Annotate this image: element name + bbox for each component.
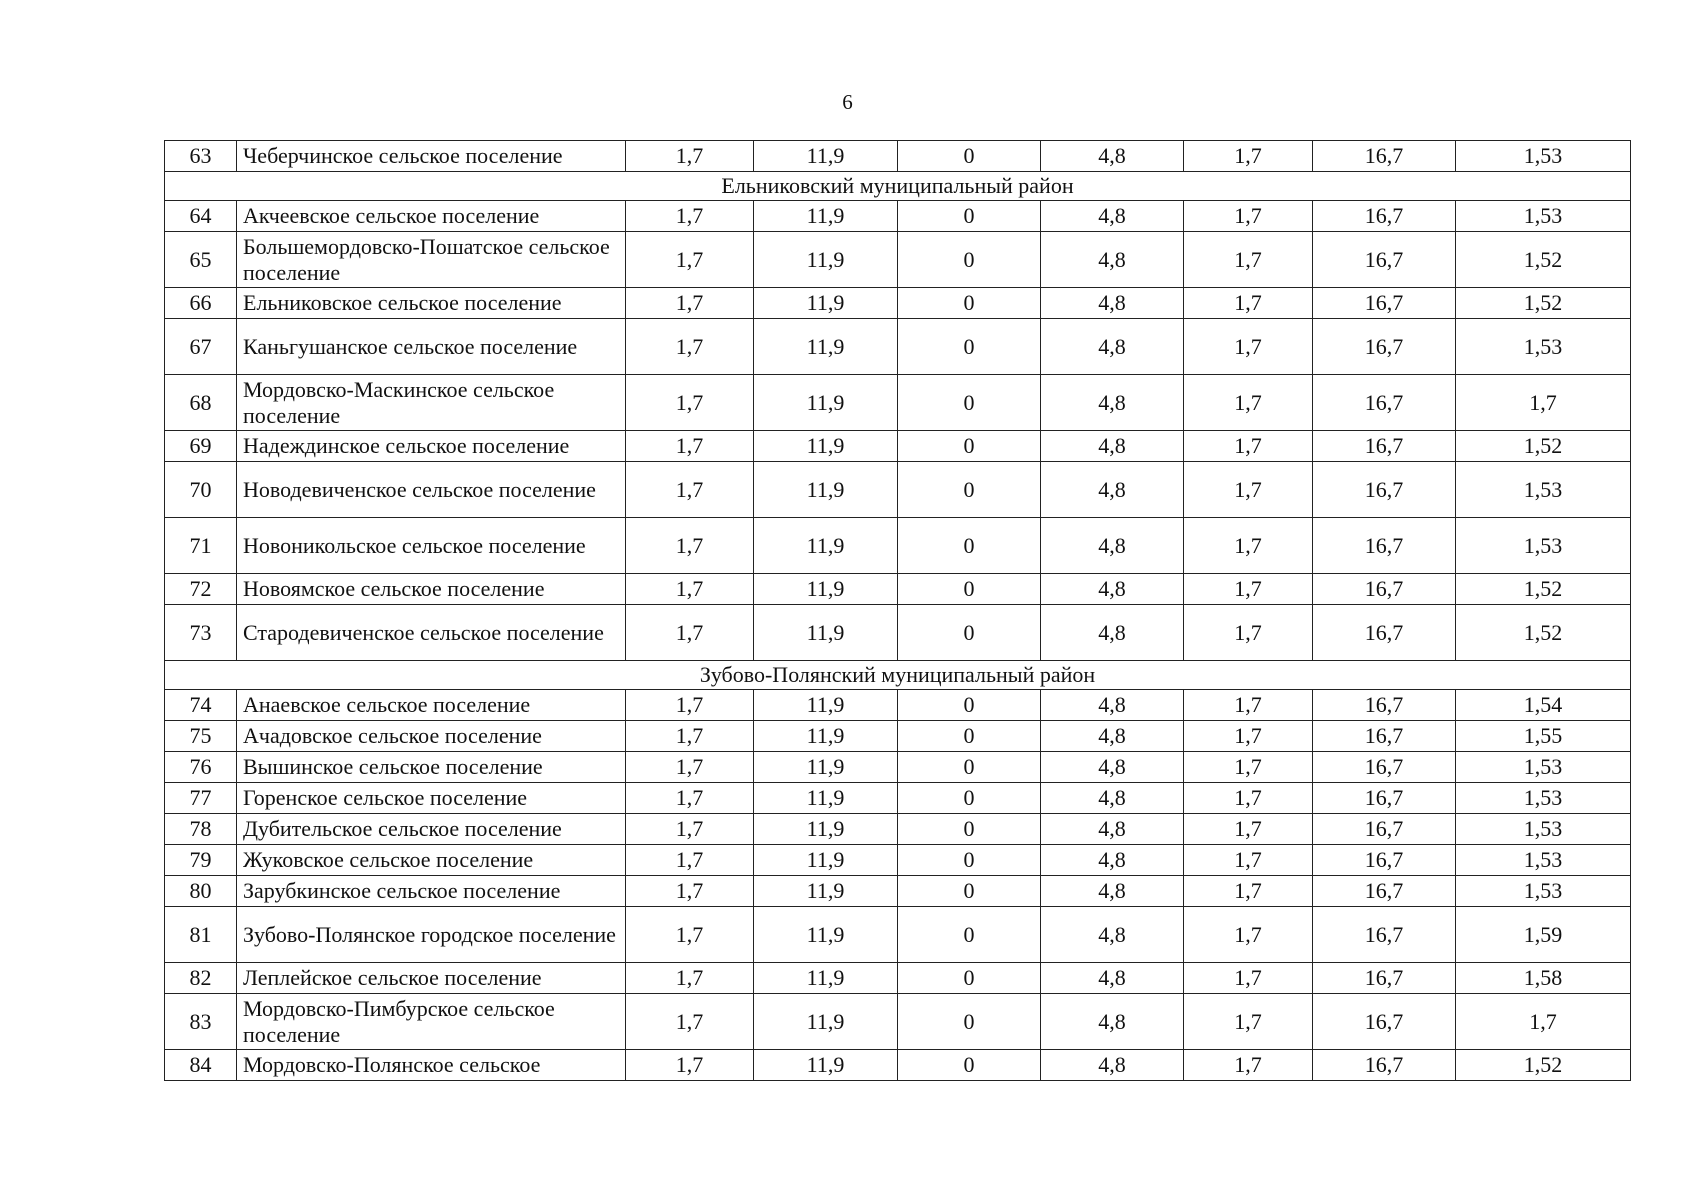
row-number-cell: 78 — [165, 814, 237, 845]
settlement-name-cell: Ельниковское сельское поселение — [237, 288, 626, 319]
value-cell-3: 0 — [898, 752, 1041, 783]
row-number-cell: 83 — [165, 994, 237, 1050]
value-cell-7: 1,53 — [1456, 752, 1631, 783]
table-row — [165, 752, 1631, 783]
row-number-cell: 79 — [165, 845, 237, 876]
value-cell-2: 11,9 — [754, 907, 898, 963]
value-cell-1: 1,7 — [626, 518, 754, 574]
value-cell-2: 11,9 — [754, 994, 898, 1050]
row-number-cell: 69 — [165, 431, 237, 462]
value-cell-6: 16,7 — [1313, 518, 1456, 574]
value-cell-2: 11,9 — [754, 462, 898, 518]
row-number-cell: 77 — [165, 783, 237, 814]
value-cell-4: 4,8 — [1041, 431, 1184, 462]
settlement-name-cell: Надеждинское сельское поселение — [237, 431, 626, 462]
value-cell-2: 11,9 — [754, 690, 898, 721]
value-cell-3: 0 — [898, 721, 1041, 752]
value-cell-2: 11,9 — [754, 232, 898, 288]
value-cell-7: 1,53 — [1456, 319, 1631, 375]
settlement-name-cell: Новоямское сельское поселение — [237, 574, 626, 605]
table-row — [165, 431, 1631, 462]
section-title: Зубово-Полянский муниципальный район — [165, 661, 1631, 690]
row-number-cell: 67 — [165, 319, 237, 375]
settlement-name-cell: Новодевиченское сельское поселение — [237, 462, 626, 518]
value-cell-3: 0 — [898, 574, 1041, 605]
row-number-cell: 72 — [165, 574, 237, 605]
value-cell-2: 11,9 — [754, 141, 898, 172]
value-cell-1: 1,7 — [626, 1050, 754, 1081]
value-cell-4: 4,8 — [1041, 876, 1184, 907]
table-row — [165, 232, 1631, 288]
value-cell-5: 1,7 — [1184, 1050, 1313, 1081]
settlement-name-cell: Анаевское сельское поселение — [237, 690, 626, 721]
table-row — [165, 141, 1631, 172]
table-row — [165, 375, 1631, 431]
settlement-name-cell: Мордовско-Пимбурское сельское поселение — [237, 994, 626, 1050]
value-cell-2: 11,9 — [754, 319, 898, 375]
value-cell-2: 11,9 — [754, 605, 898, 661]
table-row — [165, 319, 1631, 375]
value-cell-7: 1,53 — [1456, 814, 1631, 845]
row-number-cell: 75 — [165, 721, 237, 752]
row-number-cell: 63 — [165, 141, 237, 172]
value-cell-5: 1,7 — [1184, 752, 1313, 783]
settlement-name-cell: Леплейское сельское поселение — [237, 963, 626, 994]
table-row — [165, 845, 1631, 876]
value-cell-1: 1,7 — [626, 752, 754, 783]
value-cell-6: 16,7 — [1313, 845, 1456, 876]
page-number: 6 — [842, 90, 853, 114]
value-cell-1: 1,7 — [626, 876, 754, 907]
value-cell-7: 1,55 — [1456, 721, 1631, 752]
table-row — [165, 783, 1631, 814]
value-cell-1: 1,7 — [626, 994, 754, 1050]
value-cell-3: 0 — [898, 288, 1041, 319]
value-cell-1: 1,7 — [626, 574, 754, 605]
value-cell-5: 1,7 — [1184, 907, 1313, 963]
value-cell-2: 11,9 — [754, 375, 898, 431]
value-cell-4: 4,8 — [1041, 201, 1184, 232]
value-cell-7: 1,53 — [1456, 141, 1631, 172]
value-cell-7: 1,7 — [1456, 375, 1631, 431]
value-cell-3: 0 — [898, 319, 1041, 375]
value-cell-5: 1,7 — [1184, 462, 1313, 518]
value-cell-7: 1,58 — [1456, 963, 1631, 994]
value-cell-5: 1,7 — [1184, 288, 1313, 319]
value-cell-7: 1,7 — [1456, 994, 1631, 1050]
row-number-cell: 82 — [165, 963, 237, 994]
value-cell-3: 0 — [898, 690, 1041, 721]
value-cell-7: 1,54 — [1456, 690, 1631, 721]
settlement-name-cell: Вышинское сельское поселение — [237, 752, 626, 783]
settlement-name-cell: Акчеевское сельское поселение — [237, 201, 626, 232]
table-row — [165, 721, 1631, 752]
value-cell-1: 1,7 — [626, 141, 754, 172]
value-cell-4: 4,8 — [1041, 141, 1184, 172]
value-cell-1: 1,7 — [626, 783, 754, 814]
value-cell-3: 0 — [898, 907, 1041, 963]
value-cell-3: 0 — [898, 518, 1041, 574]
value-cell-2: 11,9 — [754, 518, 898, 574]
value-cell-2: 11,9 — [754, 1050, 898, 1081]
settlement-name-cell: Новоникольское сельское поселение — [237, 518, 626, 574]
table-row — [165, 288, 1631, 319]
value-cell-4: 4,8 — [1041, 462, 1184, 518]
value-cell-4: 4,8 — [1041, 518, 1184, 574]
value-cell-4: 4,8 — [1041, 994, 1184, 1050]
settlement-name-cell: Каньгушанское сельское поселение — [237, 319, 626, 375]
value-cell-6: 16,7 — [1313, 605, 1456, 661]
value-cell-6: 16,7 — [1313, 814, 1456, 845]
value-cell-6: 16,7 — [1313, 907, 1456, 963]
settlement-name-cell: Ачадовское сельское поселение — [237, 721, 626, 752]
value-cell-7: 1,53 — [1456, 201, 1631, 232]
table-row — [165, 907, 1631, 963]
settlement-name-cell: Жуковское сельское поселение — [237, 845, 626, 876]
value-cell-5: 1,7 — [1184, 518, 1313, 574]
value-cell-7: 1,52 — [1456, 605, 1631, 661]
value-cell-1: 1,7 — [626, 232, 754, 288]
value-cell-2: 11,9 — [754, 574, 898, 605]
table-row — [165, 1050, 1631, 1081]
section-header-row — [165, 661, 1631, 690]
value-cell-6: 16,7 — [1313, 721, 1456, 752]
value-cell-7: 1,53 — [1456, 462, 1631, 518]
row-number-cell: 66 — [165, 288, 237, 319]
value-cell-1: 1,7 — [626, 721, 754, 752]
table-row — [165, 605, 1631, 661]
value-cell-4: 4,8 — [1041, 907, 1184, 963]
row-number-cell: 73 — [165, 605, 237, 661]
value-cell-7: 1,52 — [1456, 574, 1631, 605]
value-cell-5: 1,7 — [1184, 721, 1313, 752]
settlement-name-cell: Большемордовско-Пошатское сельское поселение — [237, 232, 626, 288]
value-cell-4: 4,8 — [1041, 752, 1184, 783]
value-cell-1: 1,7 — [626, 605, 754, 661]
value-cell-1: 1,7 — [626, 690, 754, 721]
value-cell-1: 1,7 — [626, 288, 754, 319]
value-cell-5: 1,7 — [1184, 690, 1313, 721]
value-cell-2: 11,9 — [754, 783, 898, 814]
value-cell-6: 16,7 — [1313, 375, 1456, 431]
settlement-name-cell: Мордовско-Полянское сельское — [237, 1050, 626, 1081]
value-cell-5: 1,7 — [1184, 845, 1313, 876]
value-cell-4: 4,8 — [1041, 605, 1184, 661]
value-cell-2: 11,9 — [754, 201, 898, 232]
value-cell-3: 0 — [898, 783, 1041, 814]
value-cell-6: 16,7 — [1313, 288, 1456, 319]
value-cell-4: 4,8 — [1041, 319, 1184, 375]
table-row — [165, 462, 1631, 518]
value-cell-4: 4,8 — [1041, 1050, 1184, 1081]
value-cell-3: 0 — [898, 605, 1041, 661]
value-cell-6: 16,7 — [1313, 462, 1456, 518]
value-cell-4: 4,8 — [1041, 288, 1184, 319]
value-cell-7: 1,53 — [1456, 518, 1631, 574]
value-cell-6: 16,7 — [1313, 431, 1456, 462]
value-cell-5: 1,7 — [1184, 141, 1313, 172]
value-cell-4: 4,8 — [1041, 814, 1184, 845]
value-cell-1: 1,7 — [626, 907, 754, 963]
value-cell-7: 1,53 — [1456, 876, 1631, 907]
value-cell-2: 11,9 — [754, 814, 898, 845]
value-cell-6: 16,7 — [1313, 319, 1456, 375]
value-cell-6: 16,7 — [1313, 876, 1456, 907]
value-cell-1: 1,7 — [626, 462, 754, 518]
value-cell-3: 0 — [898, 994, 1041, 1050]
value-cell-6: 16,7 — [1313, 201, 1456, 232]
row-number-cell: 71 — [165, 518, 237, 574]
row-number-cell: 64 — [165, 201, 237, 232]
value-cell-5: 1,7 — [1184, 375, 1313, 431]
data-table — [164, 140, 1631, 1081]
settlement-name-cell: Зубово-Полянское городское поселение — [237, 907, 626, 963]
value-cell-6: 16,7 — [1313, 141, 1456, 172]
value-cell-6: 16,7 — [1313, 574, 1456, 605]
value-cell-5: 1,7 — [1184, 876, 1313, 907]
value-cell-5: 1,7 — [1184, 201, 1313, 232]
value-cell-4: 4,8 — [1041, 963, 1184, 994]
table-row — [165, 876, 1631, 907]
table-row — [165, 963, 1631, 994]
table-row — [165, 814, 1631, 845]
value-cell-2: 11,9 — [754, 876, 898, 907]
table-row — [165, 574, 1631, 605]
value-cell-3: 0 — [898, 462, 1041, 518]
row-number-cell: 80 — [165, 876, 237, 907]
value-cell-3: 0 — [898, 232, 1041, 288]
value-cell-6: 16,7 — [1313, 783, 1456, 814]
settlement-name-cell: Мордовско-Маскинское сельское поселение — [237, 375, 626, 431]
value-cell-1: 1,7 — [626, 814, 754, 845]
settlement-name-cell: Горенское сельское поселение — [237, 783, 626, 814]
value-cell-6: 16,7 — [1313, 690, 1456, 721]
value-cell-5: 1,7 — [1184, 574, 1313, 605]
value-cell-1: 1,7 — [626, 375, 754, 431]
value-cell-7: 1,52 — [1456, 288, 1631, 319]
value-cell-1: 1,7 — [626, 845, 754, 876]
value-cell-3: 0 — [898, 141, 1041, 172]
value-cell-6: 16,7 — [1313, 963, 1456, 994]
row-number-cell: 65 — [165, 232, 237, 288]
value-cell-5: 1,7 — [1184, 605, 1313, 661]
settlement-name-cell: Дубительское сельское поселение — [237, 814, 626, 845]
value-cell-7: 1,53 — [1456, 783, 1631, 814]
value-cell-3: 0 — [898, 845, 1041, 876]
value-cell-3: 0 — [898, 963, 1041, 994]
value-cell-2: 11,9 — [754, 721, 898, 752]
value-cell-3: 0 — [898, 431, 1041, 462]
row-number-cell: 70 — [165, 462, 237, 518]
value-cell-2: 11,9 — [754, 963, 898, 994]
table-row — [165, 994, 1631, 1050]
value-cell-7: 1,59 — [1456, 907, 1631, 963]
value-cell-4: 4,8 — [1041, 690, 1184, 721]
value-cell-2: 11,9 — [754, 431, 898, 462]
value-cell-4: 4,8 — [1041, 574, 1184, 605]
row-number-cell: 74 — [165, 690, 237, 721]
section-title: Ельниковский муниципальный район — [165, 172, 1631, 201]
value-cell-5: 1,7 — [1184, 994, 1313, 1050]
value-cell-1: 1,7 — [626, 201, 754, 232]
value-cell-1: 1,7 — [626, 431, 754, 462]
value-cell-2: 11,9 — [754, 845, 898, 876]
row-number-cell: 81 — [165, 907, 237, 963]
value-cell-6: 16,7 — [1313, 1050, 1456, 1081]
value-cell-7: 1,52 — [1456, 232, 1631, 288]
value-cell-5: 1,7 — [1184, 814, 1313, 845]
value-cell-4: 4,8 — [1041, 721, 1184, 752]
value-cell-4: 4,8 — [1041, 783, 1184, 814]
value-cell-3: 0 — [898, 814, 1041, 845]
row-number-cell: 84 — [165, 1050, 237, 1081]
value-cell-7: 1,52 — [1456, 1050, 1631, 1081]
value-cell-5: 1,7 — [1184, 232, 1313, 288]
value-cell-2: 11,9 — [754, 752, 898, 783]
settlement-name-cell: Стародевиченское сельское поселение — [237, 605, 626, 661]
value-cell-3: 0 — [898, 375, 1041, 431]
settlement-name-cell: Зарубкинское сельское поселение — [237, 876, 626, 907]
value-cell-2: 11,9 — [754, 288, 898, 319]
section-header-row — [165, 172, 1631, 201]
value-cell-4: 4,8 — [1041, 845, 1184, 876]
settlement-name-cell: Чеберчинское сельское поселение — [237, 141, 626, 172]
value-cell-6: 16,7 — [1313, 752, 1456, 783]
value-cell-7: 1,52 — [1456, 431, 1631, 462]
row-number-cell: 76 — [165, 752, 237, 783]
value-cell-5: 1,7 — [1184, 783, 1313, 814]
value-cell-4: 4,8 — [1041, 375, 1184, 431]
row-number-cell: 68 — [165, 375, 237, 431]
value-cell-5: 1,7 — [1184, 963, 1313, 994]
value-cell-1: 1,7 — [626, 963, 754, 994]
value-cell-6: 16,7 — [1313, 232, 1456, 288]
value-cell-3: 0 — [898, 876, 1041, 907]
value-cell-3: 0 — [898, 1050, 1041, 1081]
table-row — [165, 518, 1631, 574]
table-row — [165, 201, 1631, 232]
table-row — [165, 690, 1631, 721]
value-cell-7: 1,53 — [1456, 845, 1631, 876]
value-cell-4: 4,8 — [1041, 232, 1184, 288]
value-cell-1: 1,7 — [626, 319, 754, 375]
value-cell-3: 0 — [898, 201, 1041, 232]
value-cell-6: 16,7 — [1313, 994, 1456, 1050]
value-cell-5: 1,7 — [1184, 431, 1313, 462]
value-cell-5: 1,7 — [1184, 319, 1313, 375]
